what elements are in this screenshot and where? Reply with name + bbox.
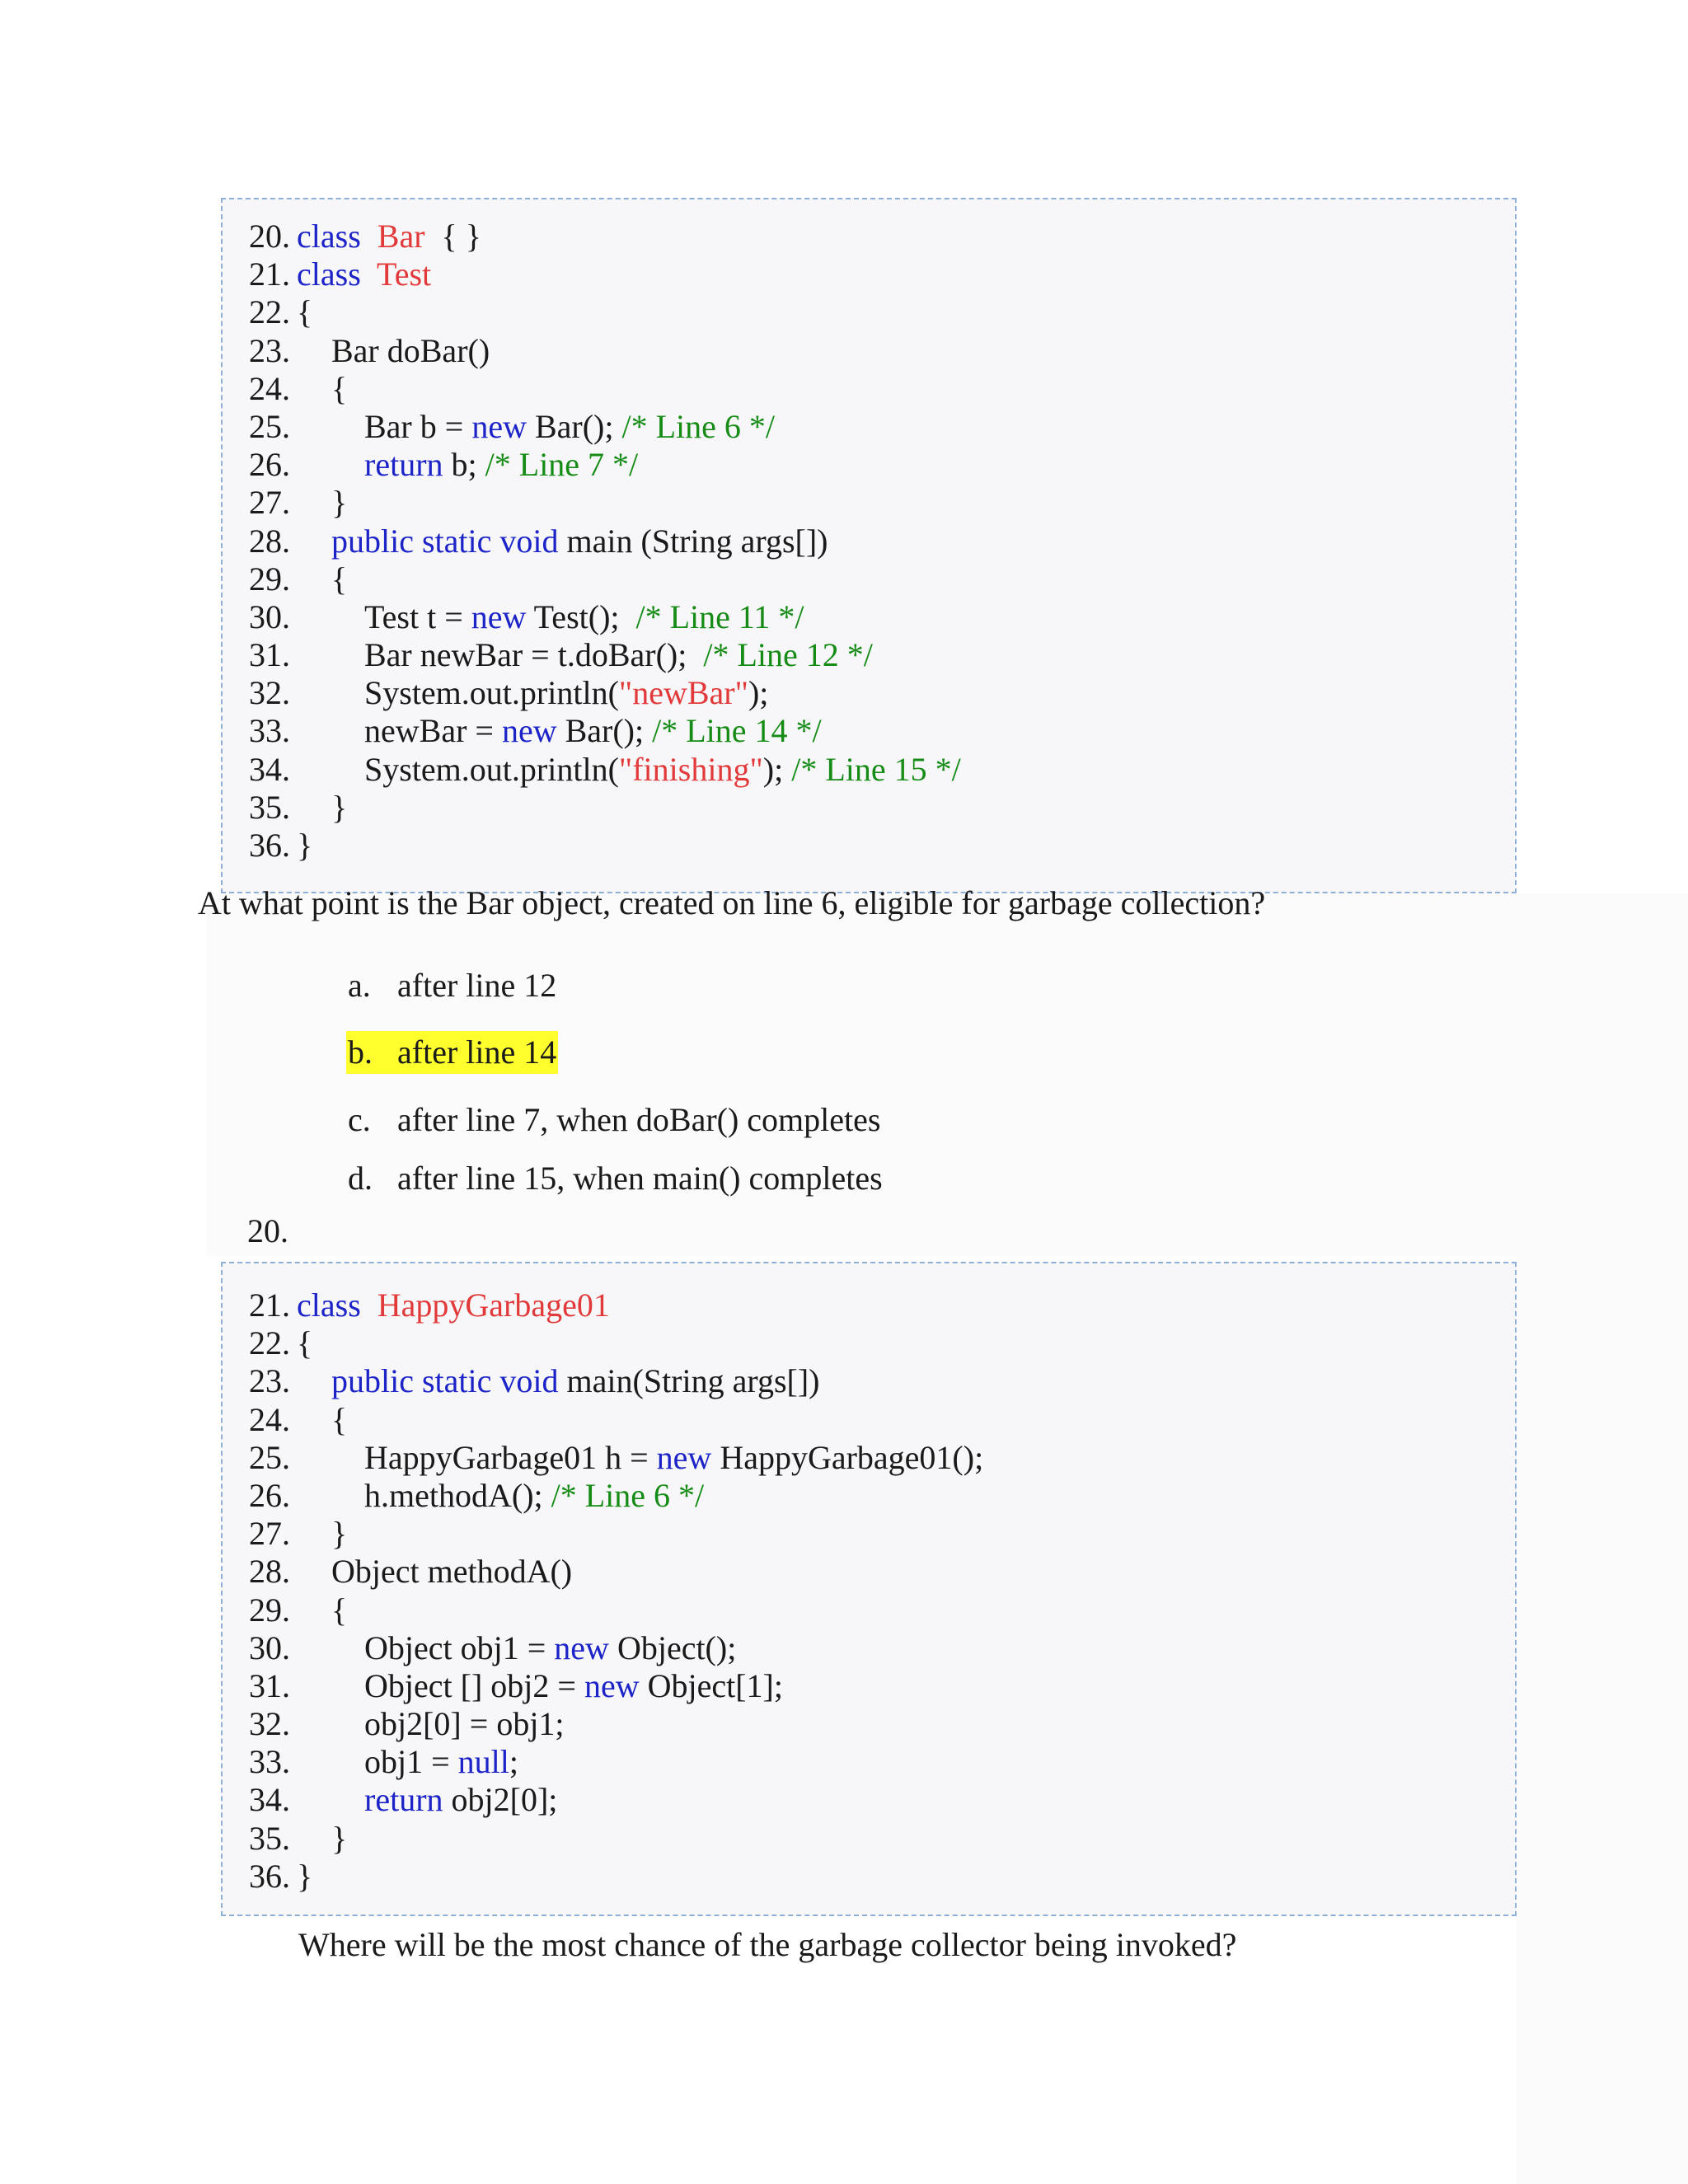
code-line bbox=[249, 1666, 783, 1705]
line-number: 25. bbox=[249, 407, 290, 445]
line-number: 33. bbox=[249, 712, 290, 750]
option-d-text: after line 15, when main() completes bbox=[397, 1160, 883, 1197]
code-line bbox=[249, 407, 775, 446]
option-c[interactable] bbox=[346, 1099, 882, 1141]
option-b-text: after line 14 bbox=[397, 1033, 557, 1071]
code-token: ; bbox=[509, 1743, 519, 1781]
code-token-cmt: /* Line 15 */ bbox=[791, 750, 961, 788]
code-line bbox=[249, 1324, 313, 1362]
code-token-cmt: /* Line 6 */ bbox=[551, 1476, 705, 1514]
code-token-cmt: /* Line 7 */ bbox=[485, 446, 639, 484]
code-token-cls: HappyGarbage01 bbox=[377, 1286, 610, 1324]
code-line bbox=[249, 522, 828, 560]
code-token: { bbox=[297, 293, 313, 331]
code-token-cmt: /* Line 11 */ bbox=[635, 598, 804, 635]
code-line bbox=[249, 1400, 348, 1439]
code-line bbox=[249, 1362, 820, 1400]
code-token-cmt: /* Line 14 */ bbox=[652, 712, 822, 750]
code-line bbox=[249, 1286, 610, 1324]
line-number: 24. bbox=[249, 369, 290, 407]
code-text bbox=[331, 1553, 572, 1591]
option-a[interactable] bbox=[346, 964, 558, 1007]
code-token: newBar = bbox=[364, 712, 502, 750]
code-token: ); bbox=[748, 674, 769, 712]
code-token: Test t = bbox=[364, 598, 471, 635]
code-line bbox=[249, 1629, 737, 1667]
code-text bbox=[297, 293, 312, 331]
line-number: 34. bbox=[249, 750, 290, 788]
question-1-text: At what point is the Bar object, created on line 6, eligible for garbage collection? bbox=[198, 884, 1266, 921]
code-line bbox=[249, 1743, 519, 1781]
code-line bbox=[249, 1781, 558, 1819]
code-token-cls: Test bbox=[377, 255, 432, 293]
code-line bbox=[249, 560, 348, 598]
code-text bbox=[364, 674, 768, 712]
code-block-2 bbox=[221, 1262, 1517, 1916]
code-text bbox=[331, 1591, 347, 1629]
code-token-kw: class bbox=[297, 1286, 361, 1324]
option-b-letter: b. bbox=[348, 1033, 373, 1071]
code-token: Test(); bbox=[526, 598, 636, 635]
code-token-kw: new bbox=[501, 712, 557, 750]
code-line bbox=[249, 1857, 313, 1896]
line-number: 30. bbox=[249, 598, 290, 635]
code-token: { bbox=[331, 369, 348, 407]
code-token bbox=[361, 1286, 377, 1324]
line-number: 36. bbox=[249, 1857, 290, 1895]
code-token: } bbox=[331, 788, 348, 826]
code-token-kw: new bbox=[584, 1666, 640, 1704]
code-token bbox=[361, 255, 377, 293]
code-token-cls: Bar bbox=[377, 218, 425, 255]
code-text bbox=[297, 255, 431, 293]
code-token bbox=[361, 218, 377, 255]
code-text bbox=[364, 1705, 565, 1743]
code-text bbox=[331, 332, 490, 370]
code-token-kw: public static void bbox=[331, 1362, 559, 1400]
code-text bbox=[331, 370, 347, 408]
code-token: main (String args[]) bbox=[558, 522, 828, 560]
option-d-letter: d. bbox=[348, 1160, 373, 1197]
code-token-kw: return bbox=[364, 446, 443, 484]
line-number: 21. bbox=[249, 1286, 290, 1324]
line-number: 25. bbox=[249, 1438, 290, 1476]
code-text bbox=[331, 560, 347, 598]
code-token: { bbox=[331, 560, 348, 598]
code-token: } bbox=[297, 1857, 313, 1895]
code-token: HappyGarbage01(); bbox=[711, 1438, 984, 1476]
code-token: main(String args[]) bbox=[558, 1362, 820, 1400]
code-token-cmt: /* Line 6 */ bbox=[621, 407, 775, 445]
line-number: 29. bbox=[249, 560, 290, 598]
code-token-kw: return bbox=[364, 1781, 443, 1819]
option-c-letter: c. bbox=[348, 1101, 371, 1138]
code-token-kw: public static void bbox=[331, 522, 559, 560]
option-b[interactable] bbox=[346, 1031, 558, 1074]
code-text bbox=[331, 1401, 347, 1439]
item-number: 20. bbox=[247, 1212, 288, 1249]
code-token: } bbox=[331, 484, 348, 522]
code-text bbox=[364, 1667, 783, 1705]
code-token: Bar newBar = t.doBar(); bbox=[364, 636, 704, 674]
code-text bbox=[297, 1858, 312, 1896]
code-text bbox=[331, 1362, 820, 1400]
line-number: 28. bbox=[249, 1553, 290, 1591]
code-token-kw: new bbox=[656, 1438, 712, 1476]
code-token: { } bbox=[424, 218, 481, 255]
line-number: 29. bbox=[249, 1591, 290, 1629]
code-token-kw: class bbox=[297, 218, 361, 255]
code-line bbox=[249, 1438, 984, 1477]
code-text bbox=[331, 1820, 347, 1858]
code-lines-1 bbox=[249, 218, 961, 865]
code-text bbox=[297, 1324, 312, 1362]
code-line bbox=[249, 255, 432, 293]
option-a-letter: a. bbox=[348, 967, 371, 1004]
line-number: 30. bbox=[249, 1629, 290, 1666]
code-text bbox=[331, 523, 828, 560]
code-text bbox=[364, 1439, 983, 1477]
code-token: obj1 = bbox=[364, 1743, 458, 1781]
line-number: 22. bbox=[249, 1324, 290, 1362]
code-token-cmt: /* Line 12 */ bbox=[703, 636, 873, 674]
line-number: 26. bbox=[249, 446, 290, 484]
code-line bbox=[249, 1591, 348, 1629]
code-token-kw: new bbox=[554, 1629, 609, 1666]
line-number: 31. bbox=[249, 636, 290, 674]
code-text bbox=[297, 218, 481, 255]
code-line bbox=[249, 1476, 705, 1515]
code-line bbox=[249, 1515, 348, 1553]
code-text bbox=[297, 827, 312, 865]
option-d[interactable] bbox=[346, 1157, 884, 1200]
code-token-kw: new bbox=[471, 598, 527, 635]
code-token: Object [] obj2 = bbox=[364, 1666, 584, 1704]
code-token: Bar(); bbox=[556, 712, 653, 750]
code-token: { bbox=[331, 1591, 348, 1629]
line-number: 34. bbox=[249, 1781, 290, 1819]
code-token: HappyGarbage01 h = bbox=[364, 1438, 657, 1476]
code-line bbox=[249, 788, 348, 827]
code-token: System.out.println( bbox=[364, 750, 619, 788]
line-number: 20. bbox=[249, 218, 290, 255]
code-line bbox=[249, 636, 873, 674]
code-line bbox=[249, 218, 481, 255]
code-token-str: "finishing" bbox=[618, 750, 763, 788]
code-token: Object(); bbox=[608, 1629, 737, 1666]
code-text bbox=[331, 789, 347, 827]
code-line bbox=[249, 293, 313, 331]
line-number: 28. bbox=[249, 522, 290, 560]
code-token: Object obj1 = bbox=[364, 1629, 555, 1666]
code-text bbox=[331, 484, 347, 522]
code-token: h.methodA(); bbox=[364, 1476, 551, 1514]
code-line bbox=[249, 750, 961, 789]
code-text bbox=[364, 1743, 518, 1781]
question-2-text: Where will be the most chance of the garbage collector being invoked? bbox=[298, 1926, 1237, 1963]
code-line bbox=[249, 1819, 348, 1858]
code-line bbox=[249, 446, 639, 484]
code-line bbox=[249, 484, 348, 522]
code-token: b; bbox=[443, 446, 485, 484]
code-token-kw: class bbox=[297, 255, 361, 293]
code-line bbox=[249, 712, 822, 750]
code-token: System.out.println( bbox=[364, 674, 619, 712]
code-line bbox=[249, 369, 348, 408]
code-token: obj2[0]; bbox=[443, 1781, 558, 1819]
code-text bbox=[364, 1781, 557, 1819]
code-token: { bbox=[331, 1400, 348, 1438]
code-line bbox=[249, 827, 313, 865]
code-text bbox=[331, 1515, 347, 1553]
line-number: 35. bbox=[249, 1819, 290, 1857]
code-token: Object[1]; bbox=[639, 1666, 783, 1704]
code-token: obj2[0] = obj1; bbox=[364, 1705, 565, 1743]
code-line bbox=[249, 331, 490, 370]
line-number: 23. bbox=[249, 1362, 290, 1400]
line-number: 22. bbox=[249, 293, 290, 331]
page-shade-right bbox=[1517, 893, 1688, 2184]
code-block-1 bbox=[221, 198, 1517, 893]
line-number: 33. bbox=[249, 1743, 290, 1781]
code-token-kw: null bbox=[457, 1743, 509, 1781]
code-text bbox=[364, 1477, 704, 1515]
line-number: 23. bbox=[249, 331, 290, 369]
line-number: 21. bbox=[249, 255, 290, 293]
code-token-str: "newBar" bbox=[618, 674, 748, 712]
line-number: 32. bbox=[249, 1705, 290, 1743]
line-number: 36. bbox=[249, 827, 290, 864]
code-token-kw: new bbox=[471, 407, 527, 445]
code-token: Object methodA() bbox=[331, 1553, 573, 1591]
code-text bbox=[364, 751, 961, 789]
code-text bbox=[297, 1286, 610, 1324]
page-shade bbox=[206, 893, 1688, 1256]
code-text bbox=[364, 1629, 736, 1667]
code-text bbox=[364, 408, 775, 446]
code-line bbox=[249, 1553, 573, 1591]
code-text bbox=[364, 598, 804, 636]
line-number: 31. bbox=[249, 1666, 290, 1704]
code-token: } bbox=[297, 827, 313, 864]
code-lines-2 bbox=[249, 1286, 984, 1896]
line-number: 27. bbox=[249, 1515, 290, 1553]
line-number: 27. bbox=[249, 484, 290, 522]
code-line bbox=[249, 598, 804, 636]
code-token: Bar(); bbox=[526, 407, 622, 445]
code-token: } bbox=[331, 1819, 348, 1857]
option-a-text: after line 12 bbox=[397, 967, 557, 1004]
code-text bbox=[364, 446, 638, 484]
option-c-text: after line 7, when doBar() completes bbox=[397, 1101, 881, 1138]
code-token: { bbox=[297, 1324, 313, 1362]
code-line bbox=[249, 1705, 565, 1743]
line-number: 32. bbox=[249, 674, 290, 712]
line-number: 26. bbox=[249, 1476, 290, 1514]
code-token: Bar b = bbox=[364, 407, 472, 445]
line-number: 24. bbox=[249, 1400, 290, 1438]
code-token: } bbox=[331, 1515, 348, 1553]
code-line bbox=[249, 674, 769, 712]
code-token: ); bbox=[762, 750, 792, 788]
code-token: Bar doBar() bbox=[331, 331, 490, 369]
code-text bbox=[364, 636, 873, 674]
line-number: 35. bbox=[249, 788, 290, 826]
code-text bbox=[364, 712, 822, 750]
